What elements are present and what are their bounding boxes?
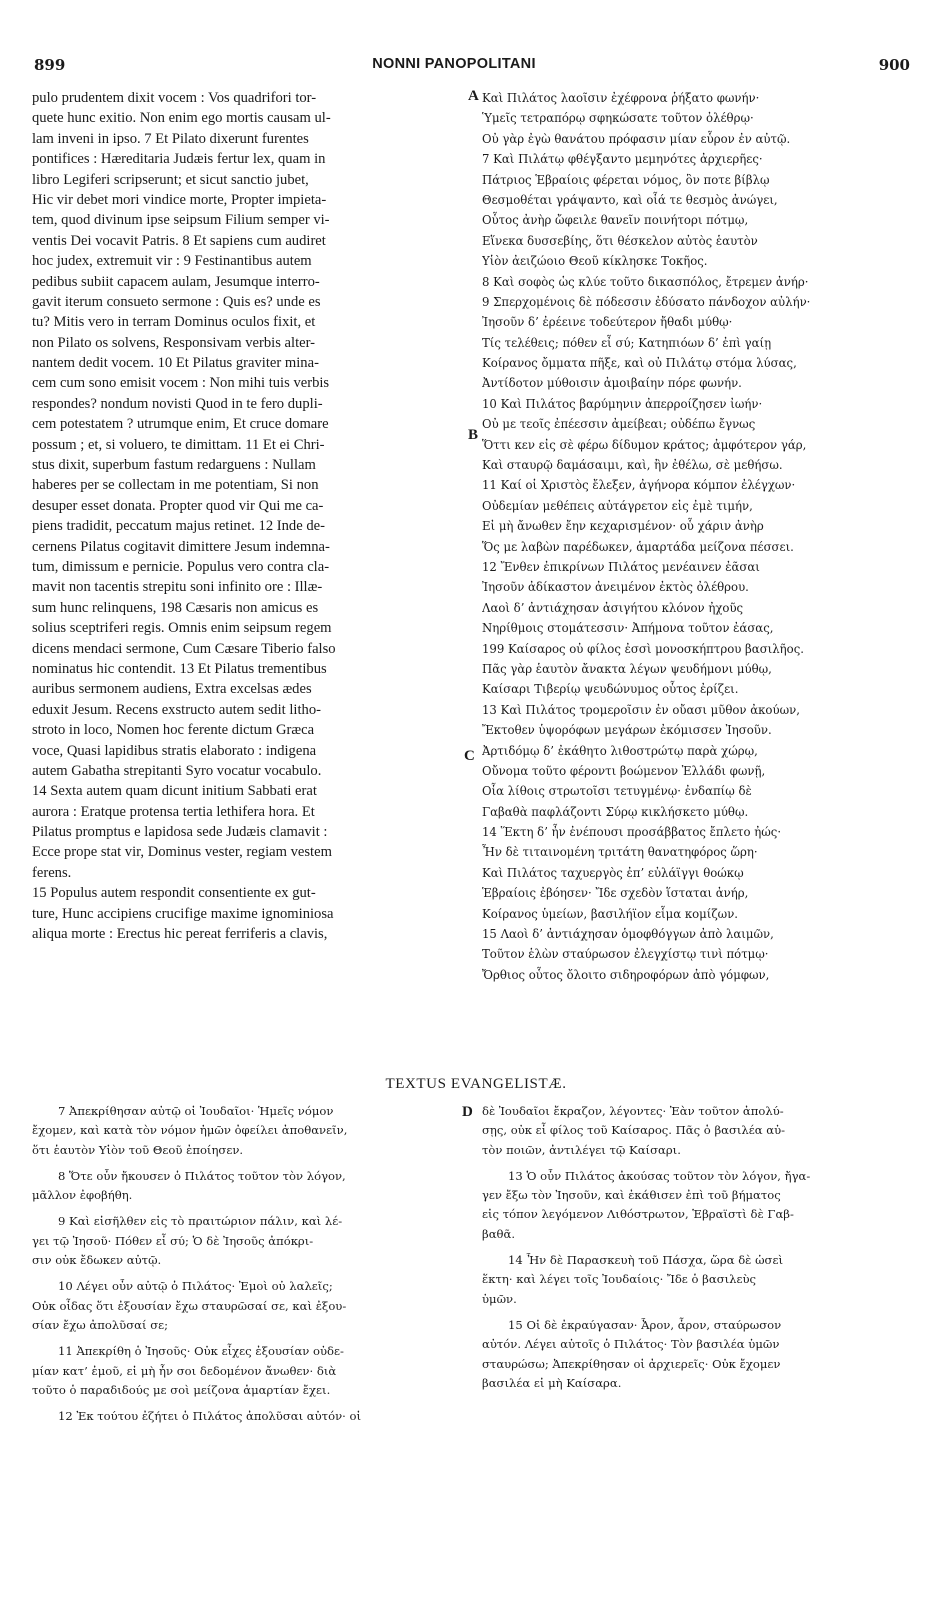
greek-line: Νηρίθμοις στομάτεσσιν· Ἀπήμονα τοῦτον ἐάσας, — [482, 621, 774, 636]
latin-line: libro Legiferi scripserunt; et sicut sanctio jubet, — [32, 171, 309, 188]
greek-line: Τοῦτον ἑλὼν σταύρωσον ἐλεγχίστῳ τινὶ πότμῳ· — [482, 947, 769, 962]
gospel-text-line: μίαν κατ’ ἐμοῦ, εἰ μὴ ἦν σοι δεδομένον ἄνωθεν· διὰ — [32, 1363, 337, 1378]
gospel-text-line: δὲ Ἰουδαῖοι ἔκραζον, λέγοντες· Ἐὰν τοῦτον ἀπολύ- — [482, 1104, 784, 1118]
gospel-text-line: τὸν ποιῶν, ἀντιλέγει τῷ Καίσαρι. — [482, 1142, 681, 1157]
greek-line: 7 Καὶ Πιλάτῳ φθέγξαντο μεμηνότες ἀρχιερῆες· — [482, 152, 763, 167]
gospel-text-right-column — [482, 1102, 882, 1393]
greek-line: 10 Καὶ Πιλάτος βαρύμηνιν ἀπερροίζησεν ἰωήν· — [482, 396, 763, 411]
latin-line: tum, dimissum e pernicie. Populus vero contra cla- — [32, 558, 330, 575]
latin-line: lam inveni in ipso. 7 Et Pilato dixerunt furentes — [32, 130, 309, 147]
gospel-text-line: βαθᾶ. — [482, 1226, 516, 1241]
gospel-text-line: αὐτόν. Λέγει αὐτοῖς ὁ Πιλάτος· Τὸν βασιλέα ὑμῶν — [482, 1337, 780, 1352]
greek-line: Οὐ γὰρ ἐγὼ θανάτου πρόφασιν μίαν εὗρον ἐν αὐτῷ. — [482, 131, 791, 146]
greek-line: Εἰ μὴ ἄνωθεν ἔην κεχαρισμένον· οὗ χάριν ἀνὴρ — [482, 519, 764, 534]
gospel-text-line: 14 Ἦν δὲ Παρασκευὴ τοῦ Πάσχα, ὥρα δὲ ὡσεὶ — [508, 1253, 784, 1268]
greek-line: Οἷα λίθοις στρωτοῖσι τετυγμένῳ· ἐνδαπίῳ δὲ — [482, 784, 752, 799]
gospel-text-line: 12 Ἐκ τούτου ἐζήτει ὁ Πιλάτος ἀπολῦσαι αὐτόν· οἱ — [58, 1409, 362, 1424]
gospel-text-line: 13 Ὁ οὖν Πιλάτος ἀκούσας τοῦτον τὸν λόγον, ἤγα- — [508, 1168, 811, 1183]
gospel-text-line: 8 Ὅτε οὖν ἤκουσεν ὁ Πιλάτος τοῦτον τὸν λόγον, — [58, 1168, 346, 1183]
gospel-text-line: ἔχομεν, καὶ κατὰ τὸν νόμον ἡμῶν ὀφείλει ἀποθανεῖν, — [32, 1123, 348, 1138]
greek-line: Λαοὶ δ’ ἀντιάχησαν ἀσιγήτου κλόνον ἠχοῦς — [482, 600, 744, 615]
gospel-text-line: ὑμῶν. — [482, 1291, 517, 1306]
gospel-text-line: 15 Οἱ δὲ ἐκραύγασαν· Ἆρον, ἆρον, σταύρωσον — [508, 1317, 782, 1332]
gospel-text-line: σίαν ἔχω ἀπολῦσαί σε; — [32, 1317, 169, 1332]
gospel-text-line: σιν οὐκ ἔδωκεν αὐτῷ. — [32, 1253, 162, 1268]
greek-line: Καὶ Πιλάτος λαοῖσιν ἐχέφρονα ῥήξατο φωνήν· — [482, 91, 760, 105]
greek-line: Εἵνεκα δυσσεβίης, ὅτι θέσκελον αὐτὸς ἑαυτὸν — [482, 233, 758, 248]
page-header — [28, 56, 910, 80]
latin-line: nantem dedit vocem. 10 Et Pilatus graviter mina- — [32, 355, 319, 372]
greek-line: 12 Ἔνθεν ἐπικρίνων Πιλάτος μενέαινεν ἐᾶσαι — [482, 559, 760, 574]
latin-line: auribus sermonem audiens, Extra excelsas ædes — [32, 681, 312, 698]
greek-line: 8 Καὶ σοφὸς ὡς κλύε τοῦτο δικασπόλος, ἔτρεμεν ἀνήρ· — [482, 274, 809, 289]
latin-line: 15 Populus autem respondit consentiente ex gut- — [32, 885, 316, 902]
margin-letter-a: A — [468, 88, 479, 104]
latin-line: eduxit Jesum. Recens exstructo autem sedit litho- — [32, 701, 321, 718]
latin-line: Ecce prope stat vir, Dominus vester, regiam vestem — [32, 844, 332, 861]
greek-line: Ἦν δὲ τιταινομένη τριτάτη θανατηφόρος ὥρη· — [482, 845, 758, 860]
latin-line: stus dixit, superbum fastum redarguens : Nullam — [32, 457, 316, 474]
gospel-text-left-column — [32, 1102, 460, 1426]
latin-line: aliqua morte : Erectus hic pereat ferriferis a clavis, — [32, 926, 328, 943]
greek-line: Ἀρτιδόμῳ δ’ ἐκάθητο λιθοστρώτῳ παρὰ χώρῳ, — [482, 743, 758, 758]
latin-translation-column — [32, 88, 464, 944]
latin-line: ventis Dei vocavit Patris. 8 Et sapiens cum audiret — [32, 232, 326, 249]
greek-line: Καίσαρι Τιβερίῳ ψευδώνυμος οὗτος ἐρίζει. — [482, 682, 739, 697]
latin-line: voce, Quasi lapidibus stratis elaborato : indigena — [32, 742, 317, 759]
margin-letter-d: D — [462, 1104, 473, 1120]
greek-line: Ἑβραίοις ἐβόησεν· Ἴδε σχεδὸν ἵσταται ἀνήρ, — [482, 886, 749, 901]
greek-line: Οὗτος ἀνὴρ ὤφειλε θανεῖν ποινήτορι πότμῳ, — [482, 213, 749, 228]
latin-line: pulo prudentem dixit vocem : Vos quadrifori tor- — [32, 90, 317, 106]
greek-line: Υἱὸν ἀειζώοιο Θεοῦ κίκλησκε Τοκῆος. — [482, 254, 708, 269]
greek-line: Ὄρθιος οὗτος ὄλοιτο σιδηροφόρων ἀπὸ γόμφων, — [482, 967, 770, 982]
greek-line: Ἰησοῦν ἀδίκαστον ἀνειμένον ἐκτὸς ὀλέθρου. — [482, 580, 749, 595]
latin-line: possum ; et, si voluero, te dimittam. 11 Et ei Chri- — [32, 436, 325, 453]
gospel-text-line: 10 Λέγει οὖν αὐτῷ ὁ Πιλάτος· Ἐμοὶ οὐ λαλεῖς; — [58, 1279, 333, 1294]
greek-line: 9 Σπερχομένοις δὲ πόδεσσιν ἐδύσατο πάνδοχον αὐλήν· — [482, 294, 811, 309]
latin-line: hoc judex, extremuit vir : 9 Festinantibus autem — [32, 253, 312, 270]
greek-verse-column — [482, 88, 882, 985]
latin-line: dicens mendaci sermone, Cum Cæsare Tiberio falso — [32, 640, 336, 657]
section-title: TEXTUS EVANGELISTÆ. — [385, 1076, 567, 1092]
gospel-text-line: τοῦτο ὁ παραδιδούς με σοὶ μείζονα ἁμαρτίαν ἔχει. — [32, 1382, 331, 1397]
greek-line: Καὶ σταυρῷ δαμάσαιμι, καὶ, ἢν ἐθέλω, σὲ μεθήσω. — [482, 458, 783, 473]
gospel-text-line: Οὐκ οἶδας ὅτι ἐξουσίαν ἔχω σταυρῶσαί σε, καὶ ἐξου- — [32, 1298, 347, 1313]
greek-line: Ὅς με λαβὼν παρέδωκεν, ἁμαρτάδα μείζονα πέσσει. — [482, 539, 794, 554]
greek-line: Καὶ Πιλάτος ταχυεργὸς ἐπ’ εὐλάϊγγι θοώκῳ — [482, 865, 744, 880]
latin-line: sum hunc relinquens, 198 Cæsaris non amicus es — [32, 599, 319, 616]
latin-line: autem Gabatha strepitanti Syro vocatur vocabulo. — [32, 762, 322, 779]
greek-line: Ἰησοῦν δ’ ἐρέεινε τοδεύτερον ἤθαδι μύθῳ· — [482, 315, 733, 330]
greek-line: Πάτριος Ἑβραίοις φέρεται νόμος, ὃν ποτε βίβλῳ — [482, 172, 770, 187]
greek-line: Ὅττι κεν εἰς σὲ φέρω δίδυμον κράτος; ἀμφότερον γάρ, — [482, 437, 807, 452]
greek-line: Κοίρανος ὑμείων, βασιλήϊον εἷμα κομίζων. — [482, 906, 739, 921]
latin-line: aurora : Eratque protensa tertia lethifera hora. Et — [32, 803, 315, 820]
greek-line: Ἔκτοθεν ὑψορόφων μεγάρων ἐκόμισσεν Ἰησοῦν. — [482, 723, 772, 738]
gospel-text-line: σταυρώσω; Ἀπεκρίθησαν οἱ ἀρχιερεῖς· Οὐκ ἔχομεν — [482, 1356, 781, 1371]
latin-line: cernens Pilatus cogitavit dimittere Jesum indemna- — [32, 538, 330, 555]
gospel-text-line: ὅτι ἑαυτὸν Υἱὸν τοῦ Θεοῦ ἐποίησεν. — [32, 1142, 244, 1157]
greek-line: Ὑμεῖς τετραπόρῳ σφηκώσατε τοῦτον ὀλέθρῳ· — [482, 111, 754, 126]
latin-line: quete hunc exitio. Non enim ego mortis causam ul- — [32, 110, 331, 127]
latin-line: gavit iterum consueto sermone : Quis es? unde es — [32, 293, 321, 310]
latin-line: piens tradidit, peccatum majus retinet. 12 Inde de- — [32, 518, 325, 535]
greek-line: Τίς τελέθεις; πόθεν εἶ σύ; Κατηπιόων δ’ ἐπὶ γαίῃ — [482, 335, 772, 350]
greek-line: Οὔνομα τοῦτο φέροντι βοώμενον Ἑλλάδι φωνῇ, — [482, 763, 766, 778]
latin-line: nominatus hic contendit. 13 Et Pilatus trementibus — [32, 660, 327, 677]
greek-line: Κοίρανος ὄμματα πῆξε, καὶ οὐ Πιλάτῳ στόμα λύσας, — [482, 356, 797, 371]
latin-line: haberes per se collectam in me potentiam, Si non — [32, 477, 319, 494]
latin-line: stroto in loco, Nomen hoc ferente dictum Græca — [32, 722, 315, 739]
latin-line: cem potestatem ? utrumque enim, Et cruce domare — [32, 416, 329, 433]
latin-line: solius sceptriferi regis. Omnis enim seipsum regem — [32, 620, 332, 637]
gospel-text-line: γει τῷ Ἰησοῦ· Πόθεν εἶ σύ; Ὁ δὲ Ἰησοῦς ἀπόκρι- — [32, 1233, 314, 1248]
greek-line: Θεσμοθέται γράψαντο, καὶ οἷά τε θεσμὸς ἀνώγει, — [482, 192, 778, 207]
greek-line: Οὐ με τεοῖς ἐπέεσσιν ἀμείβεαι; οὐδέπω ἔγνως — [482, 417, 756, 432]
greek-line: 11 Καί οἱ Χριστὸς ἔλεξεν, ἀγήνορα κόμπον ἐλέγχων· — [482, 478, 796, 493]
greek-line: 15 Λαοὶ δ’ ἀντιάχησαν ὁμοφθόγγων ἀπὸ λαιμῶν, — [482, 927, 774, 942]
greek-line: 14 Ἕκτη δ’ ἦν ἐνέπουσι προσάββατος ἔπλετο ἠώς· — [482, 825, 782, 840]
greek-line: Οὐδεμίαν μεθέπεις αὐτάγρετον εἰς ἐμὲ τιμήν, — [482, 498, 753, 513]
greek-line: Γαβαθὰ παφλάζοντι Σύρῳ κικλήσκετο μύθῳ. — [482, 804, 749, 819]
greek-line: Πᾶς γὰρ ἑαυτὸν ἄνακτα λέγων ψευδήμονι μύθῳ, — [482, 661, 772, 676]
latin-line: desuper esset donata. Propter quod vir Qui me ca- — [32, 497, 324, 514]
greek-line: Ἀντίδοτον μύθοισιν ἀμοιβαίην πόρε φωνήν. — [482, 376, 742, 391]
greek-line: 13 Καὶ Πιλάτος τρομεροῖσιν ἐν οὔασι μῦθον ἀκούων, — [482, 702, 800, 717]
latin-line: ture, Hunc accipiens crucifige maxime ignominiosa — [32, 905, 334, 922]
gospel-text-line: εἰς τόπον λεγόμενον Λιθόστρωτον, Ἑβραϊστὶ δὲ Γαβ- — [482, 1207, 794, 1222]
gospel-text-line: μᾶλλον ἐφοβήθη. — [32, 1188, 133, 1203]
gospel-text-line: 9 Καὶ εἰσῆλθεν εἰς τὸ πραιτώριον πάλιν, καὶ λέ- — [58, 1214, 343, 1229]
gospel-text-line: βασιλέα εἰ μὴ Καίσαρα. — [482, 1375, 622, 1390]
latin-line: 14 Sexta autem quam dicunt initium Sabbati erat — [32, 783, 317, 800]
latin-line: ferens. — [32, 864, 72, 881]
latin-line: non Pilato os solvens, Responsivam verbis alter- — [32, 334, 316, 351]
page-number-right: 900 — [878, 56, 910, 74]
latin-line: cem cum sono emisit vocem : Non mihi tuis verbis — [32, 375, 330, 392]
margin-letter-b: B — [468, 427, 479, 443]
gospel-text-line: 11 Ἀπεκρίθη ὁ Ἰησοῦς· Οὐκ εἶχες ἐξουσίαν οὐδε- — [58, 1344, 344, 1359]
gospel-text-line: ἕκτη· καὶ λέγει τοῖς Ἰουδαίοις· Ἴδε ὁ βασιλεὺς — [482, 1272, 757, 1287]
latin-line: mavit non tacentis strepitu soni infinito ore : Illæ- — [32, 579, 323, 596]
running-head: NONNI PANOPOLITANI — [372, 56, 536, 72]
latin-line: tem, quod divinum ipse seipsum Filium semper vi- — [32, 212, 330, 229]
gospel-text-line: σῃς, οὐκ εἶ φίλος τοῦ Καίσαρος. Πᾶς ὁ βασιλέα αὐ- — [482, 1123, 786, 1138]
latin-line: tu? Mitis vero in terram Dominus oculos fixit, et — [32, 314, 316, 331]
page-number-left: 899 — [34, 56, 66, 74]
greek-line: 199 Καίσαρος οὐ φίλος ἐσσὶ μονοσκήπτρου βασιλῆος. — [482, 641, 804, 656]
latin-line: Hic vir debet mori vindice morte, Propter impieta- — [32, 191, 327, 208]
latin-line: respondes? nondum novisti Quod in te fero dupli- — [32, 395, 323, 412]
margin-letter-c: C — [464, 748, 475, 764]
gospel-text-line: γεν ἔξω τὸν Ἰησοῦν, καὶ ἐκάθισεν ἐπὶ τοῦ βήματος — [482, 1188, 781, 1203]
latin-line: pedibus subiit capacem aulam, Jesumque interro- — [32, 273, 320, 290]
latin-line: pontifices : Hæreditaria Judæis fertur lex, quam in — [32, 151, 326, 168]
gospel-text-line: 7 Ἀπεκρίθησαν αὐτῷ οἱ Ἰουδαῖοι· Ἡμεῖς νόμον — [58, 1104, 334, 1118]
latin-line: Pilatus promptus e lapidosa sede Judæis clamavit : — [32, 824, 328, 841]
